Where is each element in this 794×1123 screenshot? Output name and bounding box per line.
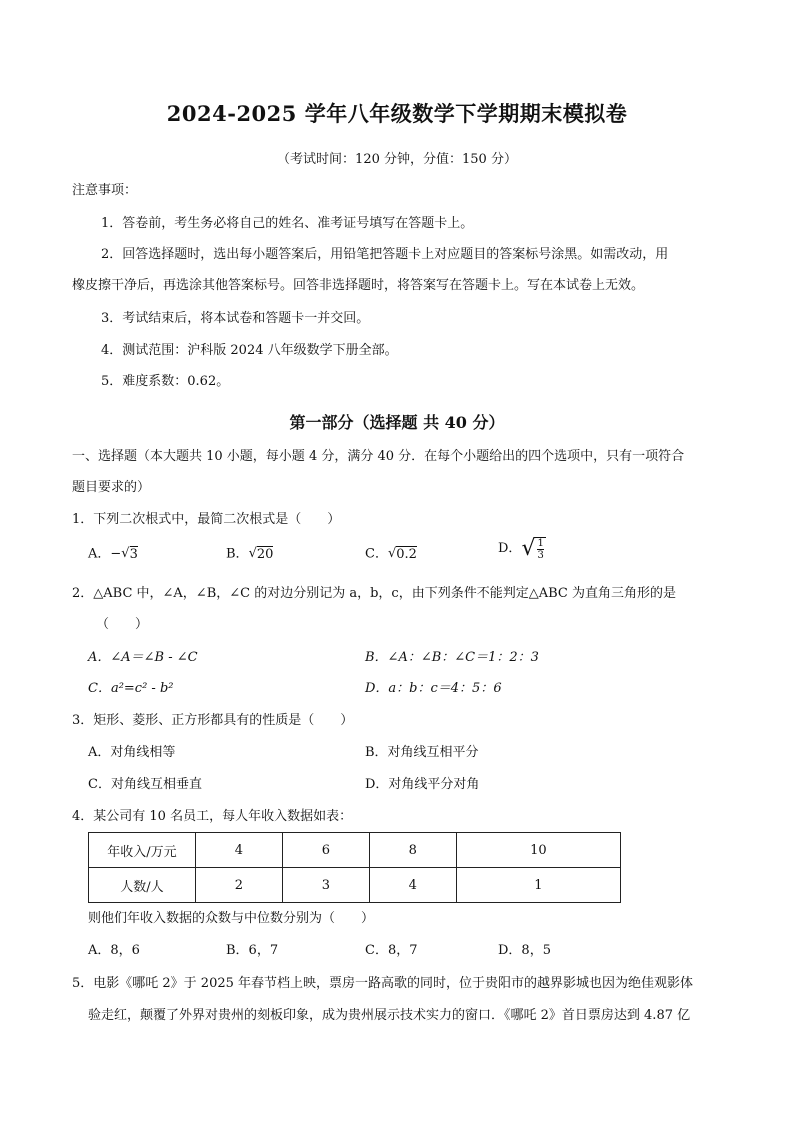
table-cell: 3	[282, 868, 369, 903]
exam-info: （考试时间：120 分钟，分值：150 分）	[277, 152, 517, 167]
part-intro-line-1: 一、选择题（本大题共 10 小题，每小题 4 分，满分 40 分．在每个小题给出的四个选项中，只有一项符合	[72, 449, 685, 464]
sqrt-icon: √	[248, 546, 257, 561]
question-1-stem: 1．下列二次根式中，最简二次根式是（ ）	[72, 512, 341, 527]
question-4-option-a: A．8，6	[88, 943, 140, 958]
notice-item-4: 4．测试范围：沪科版 2024 八年级数学下册全部。	[101, 343, 398, 358]
table-header-cell: 年收入/万元	[89, 833, 196, 868]
question-2-option-c: C．a²=c² - b²	[88, 681, 174, 696]
denominator: 3	[537, 550, 544, 561]
notice-item-3: 3．考试结束后，将本试卷和答题卡一并交回。	[101, 311, 370, 326]
notice-heading: 注意事项：	[72, 183, 138, 198]
question-4-option-c: C．8，7	[365, 943, 418, 958]
question-3-option-a: A．对角线相等	[88, 745, 176, 760]
table-row	[89, 833, 621, 868]
question-5-line-2: 验走红，颠覆了外界对贵州的刻板印象，成为贵州展示技术实力的窗口．《哪吒 2》首日票房达到 4.87 亿	[88, 1008, 691, 1023]
question-2-paren: （ ）	[96, 617, 149, 632]
option-b-label: B．	[226, 546, 249, 562]
radicand: 0.2	[396, 546, 417, 562]
section-title: 第一部分（选择题 共 40 分）	[289, 413, 505, 432]
fraction	[535, 537, 545, 561]
question-1-option-b	[226, 546, 273, 563]
table-cell: 10	[456, 833, 620, 868]
question-3-option-b: B．对角线互相平分	[365, 745, 479, 760]
option-d-label: D．	[498, 541, 522, 556]
question-4-option-b: B．6，7	[226, 943, 279, 958]
question-4-question: 则他们年收入数据的众数与中位数分别为（ ）	[88, 911, 375, 926]
question-3-option-c: C．对角线互相垂直	[88, 777, 202, 792]
numerator: 1	[537, 538, 544, 549]
radicand: 20	[256, 546, 274, 562]
option-c-label: C．	[365, 546, 388, 562]
page-title: 2024-2025 学年八年级数学下学期期末模拟卷	[166, 101, 628, 126]
question-4-stem: 4．某公司有 10 名员工，每人年收入数据如表：	[72, 809, 353, 824]
sqrt-icon: √	[387, 546, 397, 561]
question-3-option-d: D．对角线平分对角	[365, 777, 480, 792]
question-1-option-a	[88, 546, 138, 563]
question-2-option-b: B．∠A：∠B：∠C＝1：2：3	[365, 650, 539, 665]
radicand: 3	[129, 546, 138, 562]
table-cell: 4	[196, 833, 283, 868]
table-cell: 2	[196, 868, 283, 903]
notice-item-1: 1．答卷前，考生务必将自己的姓名、准考证号填写在答题卡上。	[101, 216, 474, 231]
question-5-line-1: 5．电影《哪吒 2》于 2025 年春节档上映，票房一路高歌的同时，位于贵阳市的越界影城也因为绝佳观影体	[72, 976, 694, 991]
question-2-option-d: D．a：b：c＝4：5：6	[365, 681, 502, 696]
table-cell: 6	[282, 833, 369, 868]
table-header-cell: 人数/人	[89, 868, 196, 903]
option-a-label: A．−	[88, 546, 122, 562]
question-1-option-c	[365, 546, 417, 563]
table-row	[89, 868, 621, 903]
question-3-stem: 3．矩形、菱形、正方形都具有的性质是（ ）	[72, 713, 354, 728]
table-cell: 1	[456, 868, 620, 903]
part-intro-line-2: 题目要求的）	[72, 480, 151, 495]
table-cell: 8	[369, 833, 456, 868]
notice-item-5: 5．难度系数：0.62。	[101, 374, 230, 389]
question-2-option-a: A．∠A＝∠B - ∠C	[88, 650, 198, 665]
question-4-option-d: D．8，5	[498, 943, 551, 958]
table-cell: 4	[369, 868, 456, 903]
sqrt-icon: √	[121, 546, 130, 561]
sqrt-icon: √	[521, 536, 536, 561]
question-2-stem: 2．△ABC 中，∠A，∠B，∠C 的对边分别记为 a，b，c，由下列条件不能判定△ABC 为直角三角形的是	[72, 586, 676, 601]
income-table	[88, 832, 621, 903]
notice-item-2-cont: 橡皮擦干净后，再选涂其他答案标号。回答非选择题时，将答案写在答题卡上。写在本试卷上无效。	[72, 278, 645, 293]
question-1-option-d	[498, 537, 546, 561]
notice-item-2: 2．回答选择题时，选出每小题答案后，用铅笔把答题卡上对应题目的答案标号涂黑。如需改动，用	[101, 247, 669, 262]
